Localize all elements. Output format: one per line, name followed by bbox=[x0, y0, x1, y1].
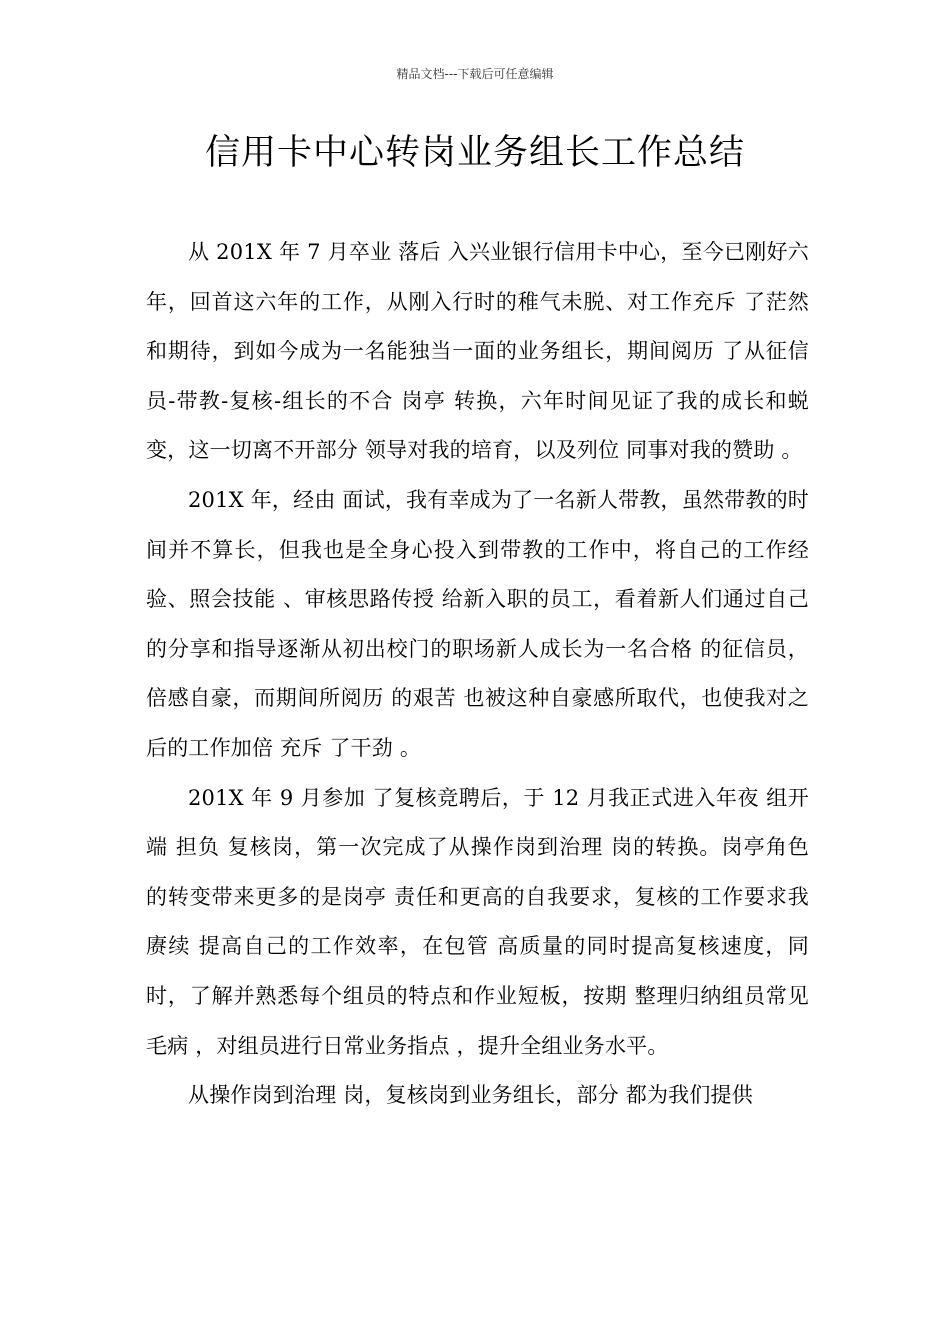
paragraph-4: 从操作岗到治理 岗，复核岗到业务组长，部分 都为我们提供 bbox=[188, 1083, 753, 1108]
paragraph-2: 201X 年，经由 面试，我有幸成为了一名新人带教，虽然带教的时间并不算长，但我也是全身心投入到带教的工作中，将自己的工作经验、照会技能 、审核思路传授 给新入职的员工，看着新人们通过自己的分享和指导逐渐从初出校门的职场新人成长为一名合格 的征信员，倍感自豪，而期间所阅历 的艰苦 也被这种自豪感所取代，也使我对之后的工作加倍 充斥 了干劲 。 bbox=[146, 487, 809, 760]
paragraph-3: 201X 年 9 月参加 了复核竞聘后，于 12 月我正式进入年夜 组开端 担负 复核岗，第一次完成了从操作岗到治理 岗的转换。岗亭角色 的转变带来更多的是岗亭 责任和更高的自我要求，复核的工作要求我赓续 提高自己的工作效率，在包管 高质量的同时提高复核速度，同时，了解并熟悉每个组员的特点和作业短板，按期 整理归纳组员常见毛病 ，对组员进行日常业务指点 ，提升全组业务水平。 bbox=[146, 785, 809, 1058]
document-title: 信用卡中心转岗业务组长工作总结 bbox=[204, 133, 745, 173]
paragraph-1: 从 201X 年 7 月卒业 落后 入兴业银行信用卡中心，至今已刚好六年，回首这六年的工作，从刚入行时的稚气未脱、对工作充斥 了茫然和期待，到如今成为一名能独当一面的业务组长，期间阅历 了从征信员-带教-复核-组长的不合 岗亭 转换，六年时间见证了我的成长和蜕变，这一切离不开部分 领导对我的培育，以及列位 同事对我的赞助 。 bbox=[146, 240, 809, 463]
document-body bbox=[146, 228, 809, 1121]
page-header-note: 精品文档---下载后可任意编辑 bbox=[396, 67, 554, 81]
